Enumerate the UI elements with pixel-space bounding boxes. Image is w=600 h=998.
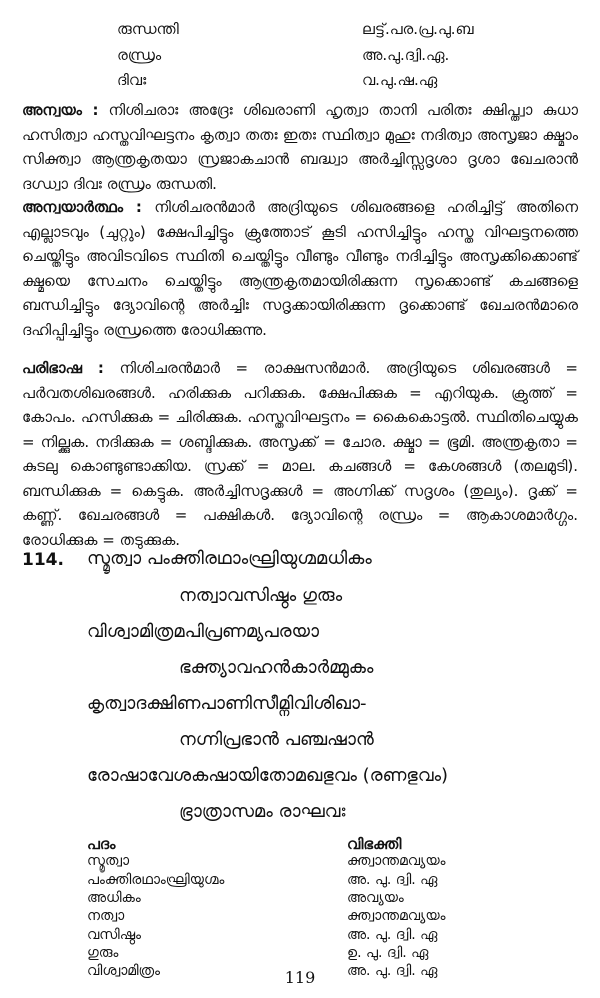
padam-cell: അധികം [87,889,141,906]
padam-header: പദം [87,835,116,853]
paribhasha-text: നിശിചരൻമാർ = രാക്ഷസൻമാർ. അദ്രിയുടെ ശിഖരങ്ങൾ = പർവതശിഖരങ്ങൾ. ഹരിക്കുക പറിക്കുക. ക്ഷേപിക്കുക = എറിയുക. ക്രുത്ത് = കോപം. ഹസിക്കുക = ചിരിക്കുക. ഹസ്തവിഘട്ടനം = കൈകൊട്ടൽ. സ്ഥിതിചെയ്യുക = നില്ക്കുക. നദിക്കുക = ശബ്ദിക്കുക. അസൃക്ക് = ചോര. ക്ഷ്മാ = ഭൂമി. അന്ത്രകൃതാ = കുടലു കൊണ്ടുണ്ടാക്കിയ. സ്രക്ക് = മാല. കചങ്ങൾ = കേശങ്ങൾ (തലമുടി). ബന്ധിക്കുക = കെട്ടുക. അർച്ചിസദൃക്കുൾ = അഗ്നിക്ക് സദൃശം (തുല്യം). ദൃക്ക് = കണ്ണ്. ഖേചരങ്ങൾ = പക്ഷികൾ. ദ്യോവിന്റെ രന്ധ്രം = ആകാശമാർഗ്ഗം. രോധിക്കുക = തടുക്കുക. [22,359,578,549]
anvayartham-text: നിശിചരൻമാർ അദ്രിയുടെ ശിഖരങ്ങളെ ഹരിച്ചിട്ട് അതിനെ എല്ലാടവും (ചുറ്റും) ക്ഷേപിച്ചിട്ടും ക്രുത്തോട് കൂടി ഹസിച്ചിട്ടും ഹസ്ത വിഘട്ടനത്തെ ചെയ്തിട്ടും അവിടവിടെ സ്ഥിതി ചെയ്തിട്ടും വീണ്ടും വീണ്ടും നദിച്ചിട്ടും അസൃക്കിക്കൊണ്ട് ക്ഷ്മയെ സേചനം ചെയ്തിട്ടും ആന്ത്രകൃതമായിരിക്കുന്ന സൃക്കൊണ്ട് കചങ്ങളെ ബന്ധിച്ചിട്ടും ദ്യോവിന്റെ അർച്ചിഃ സദൃക്കായിരിക്കുന്ന ദൃക്കൊണ്ട് ഖേചരൻമാരെ ദഹിപ്പിച്ചിട്ടും രന്ധ്രത്തെ രോധിക്കുന്നു. [22,198,578,339]
padam-cell: നത്വാ [87,908,125,925]
anvayartham-paragraph [22,195,578,342]
anvayam-text: നിശിചരാഃ അദ്രേഃ ശിഖരാണി ഹൃത്വാ താനി പരിതഃ ക്ഷിപ്ത്വാ കുധാ ഹസിത്വാ ഹസ്തവിഘട്ടനം കൃത്വാ തതഃ ഇതഃ സ്ഥിത്വാ മുഹുഃ നദിത്വാ അസൃജാ ക്ഷ്മാം സിക്ത്വാ ആന്ത്രകൃതയാ സ്രജാകചാൻ ബദ്ധ്വാ അർച്ചിസ്സദൃശാ ദൃശാ ഖേചരാൻ ദഗ്ധ്വാ ദിവഃ രന്ധ്രം രുന്ധതി. [22,101,578,193]
verse-line: വിശ്വാമിത്രമപിപ്രണമ്യപരയാ [87,621,320,642]
verse-line: രോഷാവേശകഷായിതോമഖഭുവം (രണഭുവം) [87,765,449,786]
padam-cell: വസിഷ്ഠം [87,926,141,943]
page-number: 119 [284,968,316,987]
anvayartham-label: അന്വയാർത്ഥം : [22,198,142,216]
padam-cell: പംക്തിരഥാംഘ്രിയുഗ്മം [87,871,225,888]
paribhasha-paragraph [22,356,578,552]
top-table-word: രന്ധ്രം [117,46,162,64]
verse-line: നത്വാവസിഷ്ഠം ഗുരും [179,585,343,606]
top-table-vibhakti: വ.പു.ഷ.ഏ [362,71,438,89]
top-table-word: ദിവഃ [117,71,147,89]
vibhakti-cell: അ. പു. ദ്വി. ഏ [347,926,438,943]
verse-line: നഗ്നിപ്രഭാൻ പഞ്ചഷാൻ [179,729,374,750]
verse-number: 114. [22,550,64,570]
vibhakti-header: വിഭക്തി [347,835,402,853]
top-table-vibhakti: അ.പു.ദ്വി.ഏ. [362,46,450,64]
paribhasha-label: പരിഭാഷ : [22,359,104,377]
vibhakti-cell: ക്ത്വാന്തമവ്യയം [347,908,446,925]
verse-line: സ്മൃത്വാ പംക്തിരഥാംഘ്രിയുഗ്മമധികം [87,548,372,569]
verse-line: കൃത്വാദക്ഷിണപാണിസീമ്നിവിശിഖാ- [87,693,367,714]
vibhakti-cell: ഉ. പു. ദ്വി. ഏ [347,944,429,961]
anvayam-label: അന്വയം : [22,101,99,119]
padam-cell: ഗുരും [87,944,119,961]
padam-cell: സ്മൃത്വാ [87,853,130,870]
vibhakti-cell: അ. പു. ദ്വി. ഏ [347,963,438,980]
verse-line: ഭ്രാത്രാസമം രാഘവഃ [179,801,346,822]
vibhakti-cell: ക്ത്വാന്തമവ്യയം [347,853,446,870]
anvayam-paragraph [22,98,578,196]
verse-line: ഭക്ത്യാവഹൻകാർമ്മുകം [179,657,374,678]
top-table-word: രുന്ധന്തി [117,20,179,38]
vibhakti-cell: അ. പു. ദ്വി. ഏ [347,871,438,888]
vibhakti-cell: അവ്യയം [347,889,404,906]
top-table-vibhakti: ലട്ട്.പര.പ്ര.പു.ബ [362,20,474,38]
padam-cell: വിശ്വാമിത്രം [87,963,160,980]
